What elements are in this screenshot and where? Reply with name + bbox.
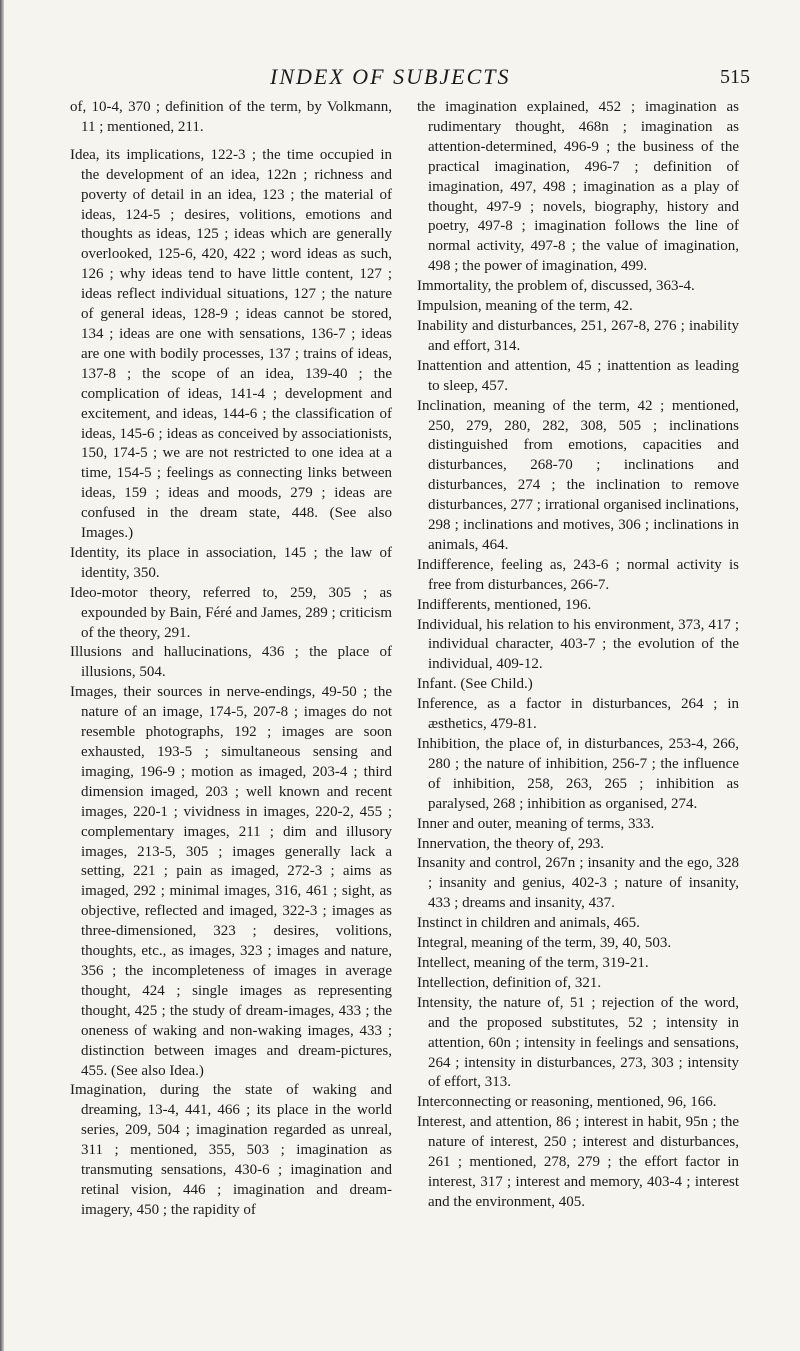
index-column-right: [417, 98, 739, 1213]
index-entry: Identity, its place in association, 145 ; the law of identity, 350.: [70, 544, 392, 581]
index-entry: Indifferents, mentioned, 196.: [417, 596, 592, 613]
index-entry: of, 10-4, 370 ; definition of the term, by Volkmann, 11 ; mentioned, 211.: [70, 99, 392, 135]
index-entry: Intellect, meaning of the term, 319-21.: [417, 954, 649, 971]
index-entry: Illusions and hallucinations, 436 ; the place of illusions, 504.: [70, 644, 392, 681]
index-entry: the imagination explained, 452 ; imagination as rudimentary thought, 468n ; imagination as attention-determined, 496-9 ; the business of the practical imagination, 496-7 ; definition of imagination, 497, 498 ; imagination as a play of thought, 497-9 ; novels, biography, history and poetry, 497-8 ; imagination follows the line of normal activity, 497-8 ; the value of imagination, 498 ; the power of imagination, 499.: [417, 99, 739, 275]
index-entry: Indifference, feeling as, 243-6 ; normal activity is free from disturbances, 266-7.: [417, 556, 739, 593]
index-entry: Instinct in children and animals, 465.: [417, 915, 640, 932]
index-entry: Integral, meaning of the term, 39, 40, 503.: [417, 935, 672, 952]
page-number: 515: [720, 66, 750, 88]
index-entry: Immortality, the problem of, discussed, 363-4.: [417, 278, 695, 295]
index-entry: Ideo-motor theory, referred to, 259, 305 ; as expounded by Bain, Féré and James, 289 ; criticism of the theory, 291.: [70, 584, 392, 641]
index-entry: Interest, and attention, 86 ; interest in habit, 95n ; the nature of interest, 250 ; interest and disturbances, 261 ; mentioned, 278, 279 ; the effort factor in interest, 317 ; interest and memory, 403-4 ; interest and the environment, 405.: [417, 1114, 739, 1210]
index-entry: Intensity, the nature of, 51 ; rejection of the word, and the proposed substitutes, 52 ; intensity in attention, 60n ; intensity in feelings and sensations, 264 ; intensity in disturbances, 273, 303 ; intensity of effort, 313.: [417, 994, 739, 1091]
running-head: [270, 64, 750, 90]
index-entry: Interconnecting or reasoning, mentioned, 96, 166.: [417, 1094, 717, 1111]
running-title: INDEX OF SUBJECTS: [270, 64, 511, 89]
index-entry: Inhibition, the place of, in disturbances, 253-4, 266, 280 ; the nature of inhibition, 256-7 ; the influence of inhibition, 258, 263, 265 ; inhibition as paralysed, 268 ; inhibition as organised, 274.: [417, 736, 739, 812]
index-entry: Insanity and control, 267n ; insanity and the ego, 328 ; insanity and genius, 402-3 ; nature of insanity, 433 ; dreams and insanity, 437.: [417, 855, 739, 912]
index-entry: Intellection, definition of, 321.: [417, 974, 602, 991]
index-column-left: [70, 98, 392, 1221]
page-edge-shadow: [0, 0, 4, 1351]
index-entry: Innervation, the theory of, 293.: [417, 835, 605, 852]
index-entry: Inability and disturbances, 251, 267-8, 276 ; inability and effort, 314.: [417, 317, 739, 354]
index-entry: Infant. (See Child.): [417, 676, 533, 693]
index-entry: Imagination, during the state of waking and dreaming, 13-4, 441, 466 ; its place in the world series, 209, 504 ; imagination regarded as unreal, 311 ; mentioned, 355, 503 ; imagination as transmuting sensations, 430-6 ; imagination and retinal vision, 446 ; imagination and dream-imagery, 450 ; the rapidity of: [70, 1082, 392, 1218]
index-entry: Inclination, meaning of the term, 42 ; mentioned, 250, 279, 280, 282, 308, 505 ; inclinations distinguished from emotions, capacities and disturbances, 268-70 ; inclinations and disturbances, 274 ; the inclination to remove disturbances, 277 ; irrational organised inclinations, 298 ; inclinations and motives, 306 ; inclinations in animals, 464.: [417, 397, 739, 553]
index-entry: Inference, as a factor in disturbances, 264 ; in æsthetics, 479-81.: [417, 696, 739, 733]
index-entry: Impulsion, meaning of the term, 42.: [417, 298, 633, 315]
index-entry: Inattention and attention, 45 ; inattention as leading to sleep, 457.: [417, 357, 739, 394]
index-entry: Inner and outer, meaning of terms, 333.: [417, 815, 655, 832]
index-entry: Idea, its implications, 122-3 ; the time occupied in the development of an idea, 122n ; richness and poverty of detail in an idea, 123 ; the material of ideas, 124-5 ; desires, volitions, emotions and thoughts as ideas, 125 ; ideas which are generally overlooked, 125-6, 420, 422 ; word ideas as such, 126 ; why ideas tend to have little content, 127 ; ideas reflect individual situations, 127 ; the nature of general ideas, 128-9 ; ideas cannot be stored, 134 ; ideas are one with sensations, 136-7 ; ideas are one with bodily processes, 137 ; trains of ideas, 137-8 ; the scope of an idea, 139-40 ; the complication of ideas, 141-4 ; development and excitement, and ideas, 144-6 ; the classification of ideas, 145-6 ; ideas as conceived by associationists, 150, 174-5 ; we are not restricted to one idea at a time, 154-5 ; feelings as connecting links between ideas, 159 ; ideas and moods, 279 ; ideas are confused in the dream state, 448. (See also Images.): [70, 146, 392, 542]
index-entry: Images, their sources in nerve-endings, 49-50 ; the nature of an image, 174-5, 207-8 ; images do not resemble photographs, 192 ; images are soon exhausted, 193-5 ; simultaneous sensing and imaging, 196-9 ; motion as imaged, 203-4 ; third dimension imaged, 203 ; well known and recent images, 220-1 ; vividness in images, 220-2, 455 ; complementary images, 211 ; dim and illusory images, 213-5, 305 ; images generally lack a setting, 221 ; pain as imaged, 272-3 ; aims as imaged, 292 ; minimal images, 316, 461 ; sight, as objective, reflected and imaged, 322-3 ; images as three-dimensioned, 323 ; desires, volitions, thoughts, etc., as images, 323 ; images and nature, 356 ; the incompleteness of images in average thought, 424 ; single images as representing thought, 425 ; the study of dream-images, 433 ; the oneness of waking and non-waking images, 433 ; distinction between images and dream-pictures, 455. (See also Idea.): [70, 684, 392, 1079]
index-entry: Individual, his relation to his environment, 373, 417 ; individual character, 403-7 ; the evolution of the individual, 409-12.: [417, 616, 739, 673]
